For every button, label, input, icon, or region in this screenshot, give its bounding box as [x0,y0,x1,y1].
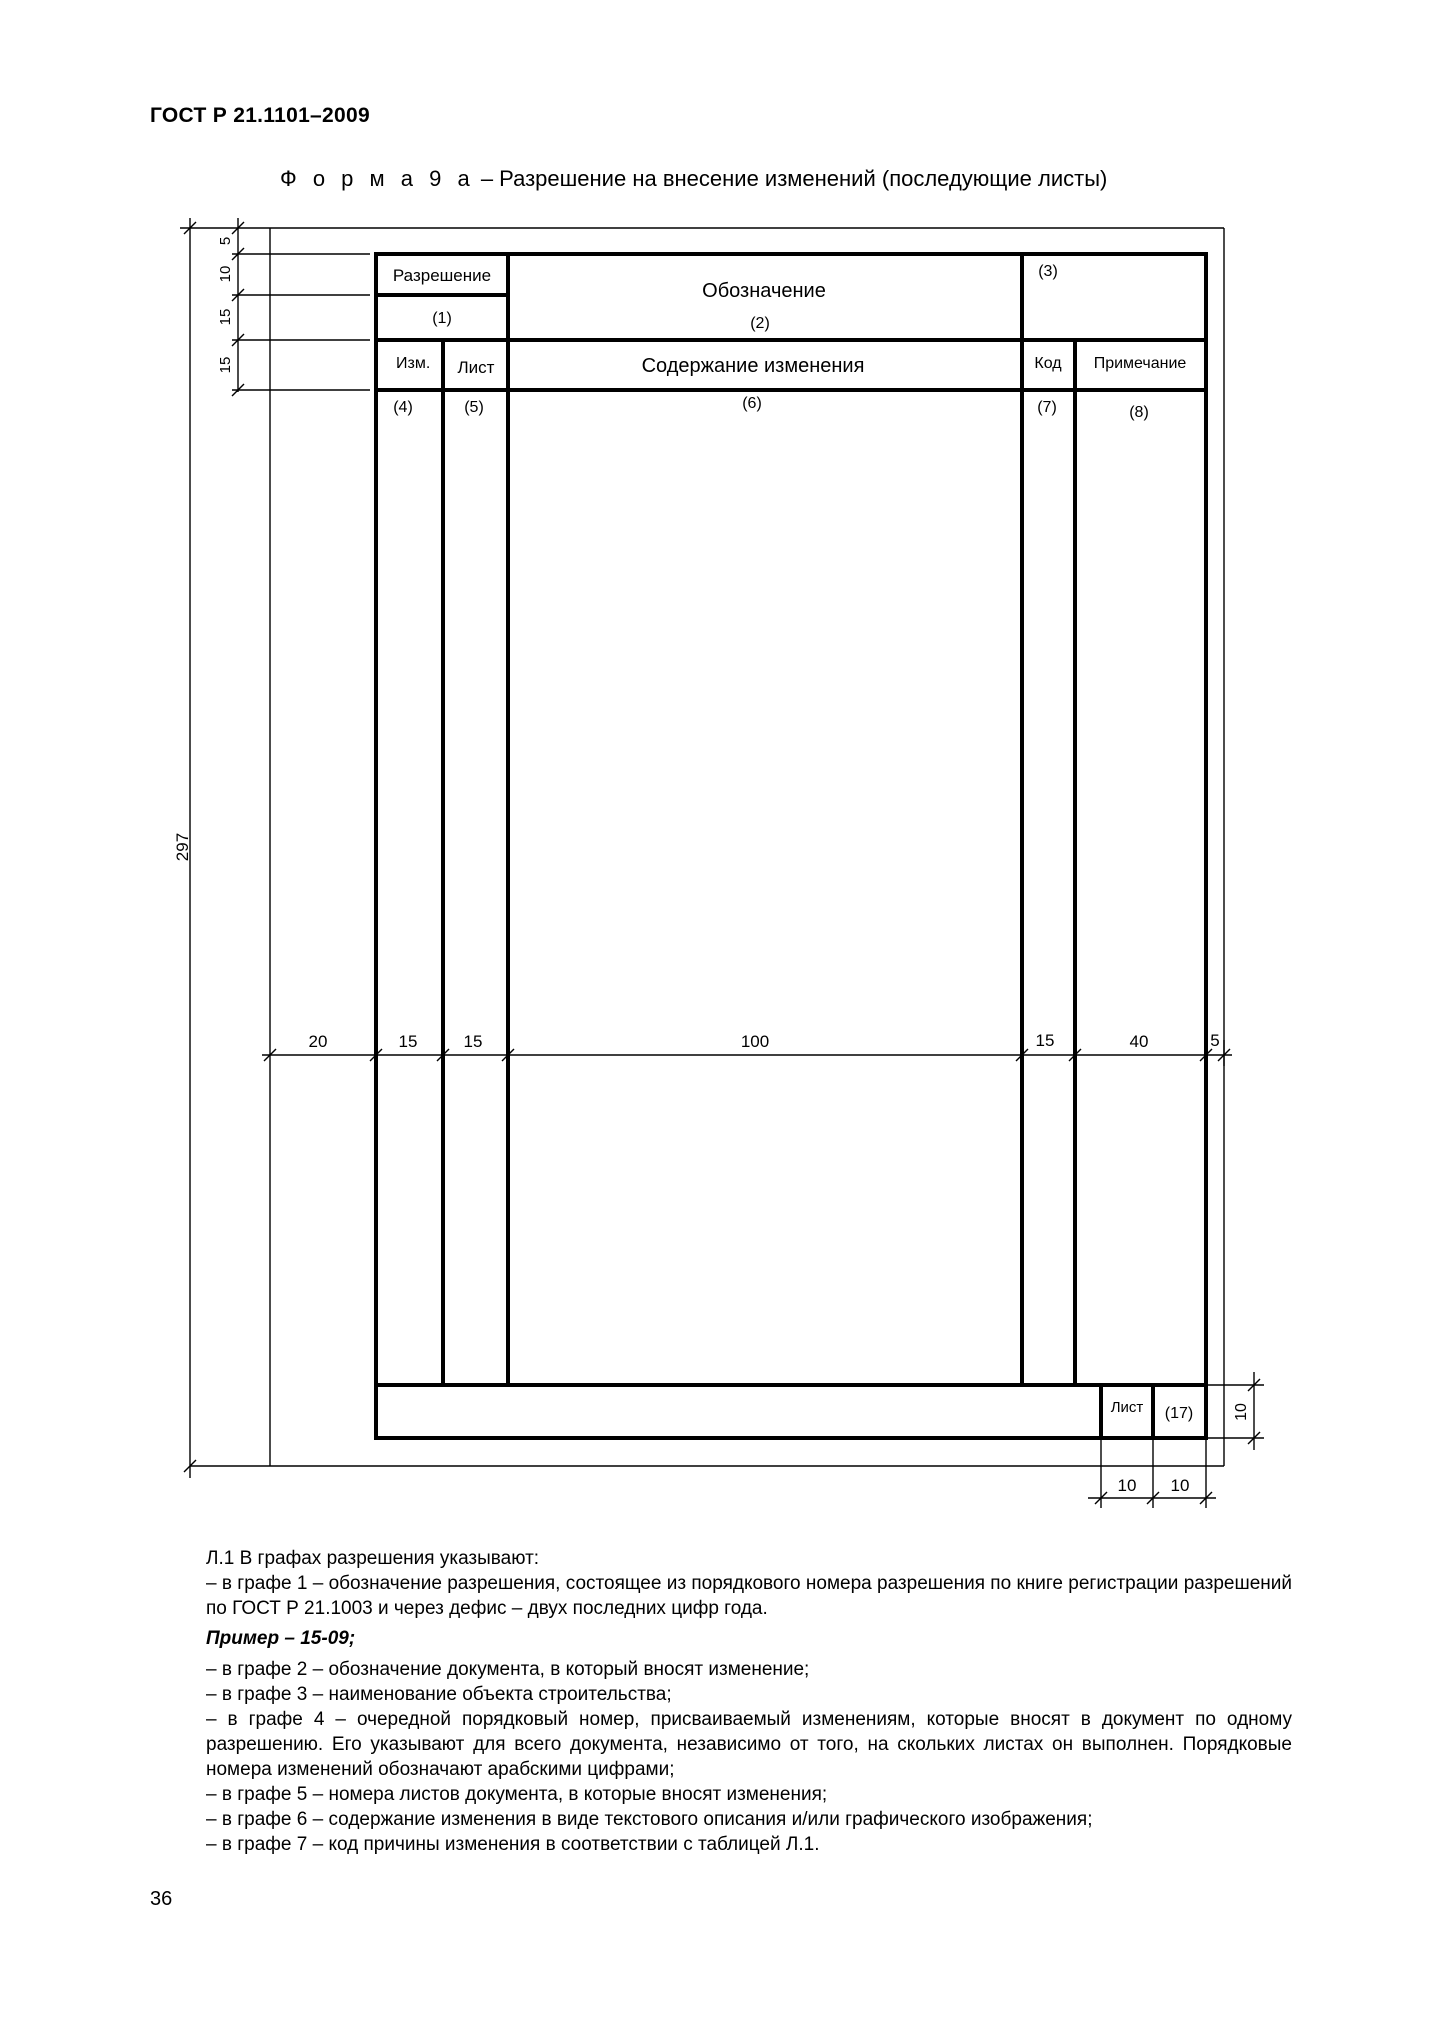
dimension-col-40: 40 [1129,1032,1149,1051]
dimension-top-15-second: 15 [217,356,234,374]
field-7-label: (7) [1037,399,1057,416]
notes-item-1: – в графе 1 – обозначение разрешения, состоящее из порядкового номера разрешения по книге регистрации разрешений по ГОСТ Р 21.1003 и через дефис – двух последних цифр года. [206,1573,1292,1619]
dimension-footer-width-10-second: 10 [1170,1476,1190,1495]
notes-section [206,1546,1292,1857]
note-column-header: Примечание [1093,355,1187,372]
dimension-col-15-sheet: 15 [463,1032,483,1051]
left-dimensions [180,218,370,1478]
field-6-label: (6) [742,395,762,412]
notes-item-6: – в графе 6 – содержание изменения в виде текстового описания и/или графического изображения; [206,1809,1093,1830]
dimension-col-15-change: 15 [398,1032,418,1051]
form-number: Ф о р м а 9 а [280,166,475,191]
dimension-top-10: 10 [217,265,234,283]
field-5-label: (5) [464,399,484,416]
code-column-header: Код [1034,355,1062,372]
dimension-col-5: 5 [1210,1031,1220,1050]
change-column-header: Изм. [396,355,431,372]
sheet-outline [190,228,1224,1466]
notes-item-5: – в графе 5 – номера листов документа, в которые вносят изменения; [206,1784,828,1805]
dimension-height-297: 297 [173,832,192,862]
field-4-label: (4) [393,399,413,416]
sheet-column-header: Лист [457,358,495,377]
document-code-header: ГОСТ Р 21.1101–2009 [150,104,370,127]
field-1-label: (1) [432,310,452,327]
notes-example: Пример – 15-09; [206,1628,356,1649]
form-title: – Разрешение на внесение изменений (последующие листы) [474,166,1108,191]
footer-sheet-label: Лист [1110,1399,1144,1416]
dimension-top-5: 5 [217,236,234,246]
page-number: 36 [150,1888,173,1910]
notes-item-7: – в графе 7 – код причины изменения в соответствии с таблицей Л.1. [206,1834,820,1855]
dimension-top-15-first: 15 [217,308,234,326]
dimension-footer-height-10: 10 [1233,1403,1250,1421]
permission-label: Разрешение [392,266,492,285]
field-2-label: (2) [750,315,770,332]
content-column-header: Содержание изменения [641,355,865,377]
designation-label: Обозначение [702,280,826,302]
field-17-label: (17) [1164,1405,1194,1422]
dimension-col-20: 20 [308,1032,328,1051]
form-frame [376,254,1206,1438]
field-3-label: (3) [1038,263,1058,280]
dimension-col-100: 100 [740,1032,770,1051]
notes-item-3: – в графе 3 – наименование объекта строительства; [206,1684,672,1705]
field-8-label: (8) [1129,404,1149,421]
notes-item-2: – в графе 2 – обозначение документа, в который вносят изменение; [206,1659,810,1680]
notes-item-4: – в графе 4 – очередной порядковый номер, присваиваемый изменениям, которые вносят в документ по одному разрешению. Его указывают для всего документа, независимо от того, на скольких листах он выполнен. Порядковые номера изменений обозначают арабскими цифрами; [206,1709,1292,1780]
dimension-col-15-code: 15 [1035,1031,1055,1050]
dimension-footer-width-10-first: 10 [1117,1476,1137,1495]
notes-intro: Л.1 В графах разрешения указывают: [206,1548,540,1569]
